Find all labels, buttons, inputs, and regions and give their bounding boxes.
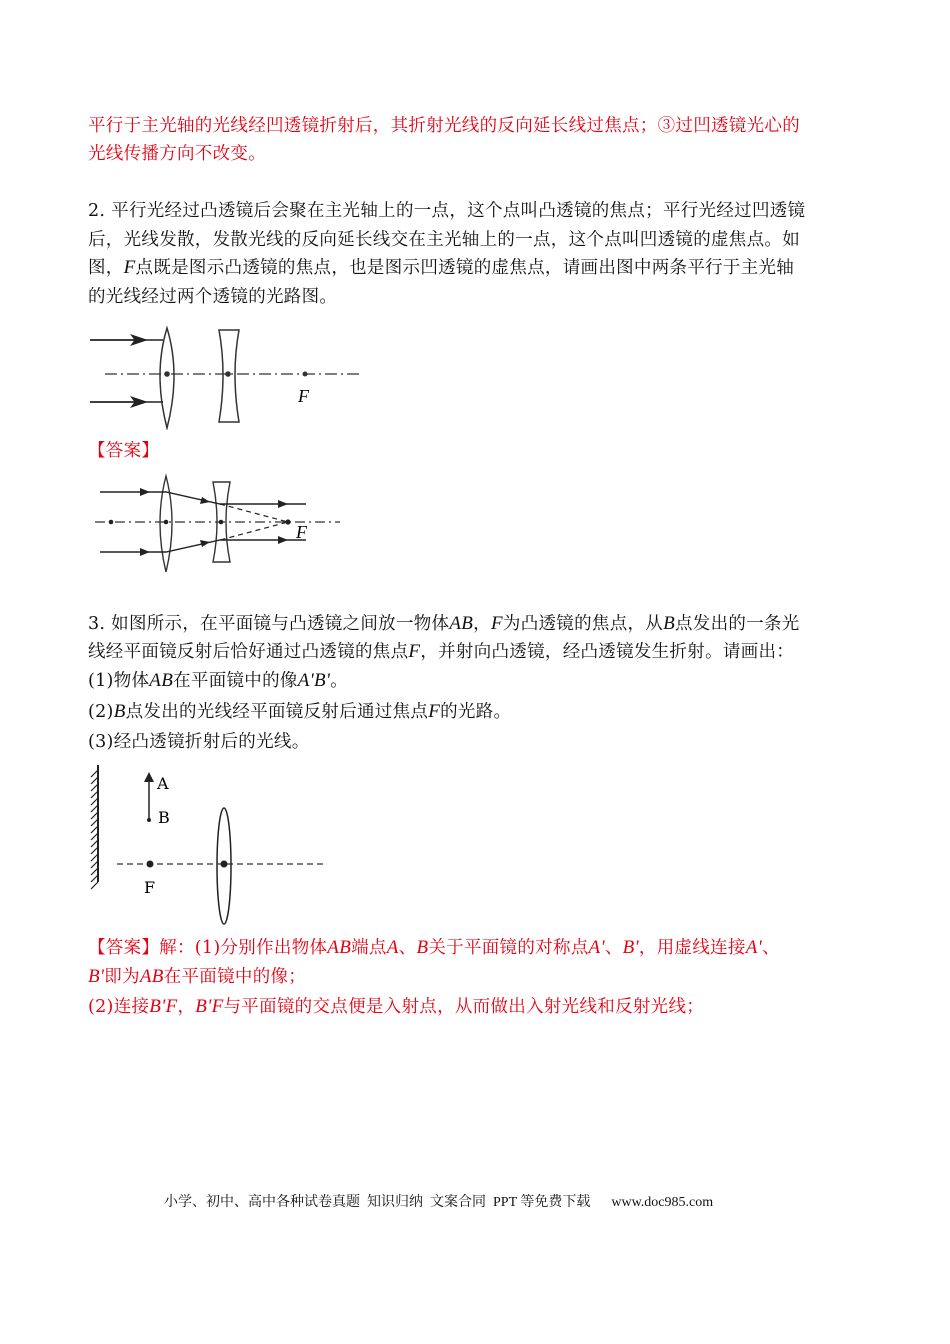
text-segment: (2)	[88, 702, 114, 722]
math-symbol: B'F	[149, 996, 178, 1017]
math-symbol: A'	[745, 937, 763, 958]
hatch-line	[91, 791, 98, 798]
math-symbol: B	[113, 701, 126, 722]
text-segment: 。	[330, 671, 349, 691]
hatch-line	[91, 798, 98, 805]
text-segment: 、	[398, 938, 417, 958]
hatch-line	[91, 812, 98, 819]
point-b	[147, 818, 151, 822]
math-symbol: B'F	[195, 996, 224, 1017]
text-segment: 端点	[351, 938, 387, 958]
text-segment: 的光路。	[440, 702, 512, 722]
lens-diagram-answer	[90, 472, 350, 576]
math-symbol: AB	[327, 937, 352, 958]
convex-lens	[160, 328, 174, 428]
hatch-line	[91, 819, 98, 826]
text-line	[88, 229, 800, 251]
label-f: F	[144, 878, 156, 897]
label-b: B	[158, 808, 170, 827]
text-segment: 2. 平行光经过凸透镜后会聚在主光轴上的一点，这个点叫凸透镜的焦点；平行光经过凹透镜	[88, 201, 806, 221]
focus-point	[285, 519, 290, 524]
hatch-line	[91, 777, 98, 784]
hatch-line	[91, 882, 98, 889]
math-symbol: B'	[622, 937, 639, 958]
math-symbol: F	[408, 641, 421, 662]
mirror-hatching	[91, 770, 98, 889]
text-line	[88, 996, 704, 1018]
math-symbol: A'	[588, 937, 605, 958]
text-line	[88, 200, 805, 222]
text-segment: 在平面镜中的像；	[163, 967, 307, 987]
text-segment: ，用虚线连接	[638, 938, 746, 958]
text-line	[88, 731, 310, 753]
text-line	[88, 701, 511, 723]
text-line	[88, 641, 794, 663]
text-line	[88, 257, 794, 279]
math-symbol: B'	[88, 966, 105, 987]
text-segment: 的光线经过两个透镜的光路图。	[88, 287, 338, 307]
arrow-head	[144, 772, 154, 782]
optical-center	[164, 371, 170, 377]
text-segment: 即为	[104, 967, 140, 987]
text-segment: 点发出的光线经平面镜反射后通过焦点	[125, 702, 429, 722]
hatch-line	[91, 826, 98, 833]
optical-center	[221, 861, 228, 868]
hatch-line	[91, 833, 98, 840]
math-symbol: B	[416, 937, 429, 958]
mirror-lens-diagram	[85, 762, 335, 928]
text-segment: 点既是图示凸透镜的焦点，也是图示凹透镜的虚焦点，请画出图中两条平行于主光轴	[135, 258, 795, 278]
hatch-line	[91, 840, 98, 847]
focus-left	[109, 520, 114, 525]
text-line	[88, 966, 306, 988]
math-symbol: B	[663, 613, 675, 634]
text-segment: 关于平面镜的对称点	[428, 938, 589, 958]
text-segment: 线经平面镜反射后恰好通过凸透镜的焦点	[88, 642, 409, 662]
math-symbol: F	[490, 613, 503, 634]
optical-center	[225, 371, 231, 377]
label-a: A	[157, 774, 169, 793]
focus-label: F	[296, 522, 307, 542]
optical-center	[219, 520, 224, 525]
text-line	[88, 613, 800, 635]
text-segment: 在平面镜中的像	[173, 671, 298, 691]
text-segment: 3. 如图所示，在平面镜与凸透镜之间放一物体	[88, 614, 450, 634]
focus-label: F	[298, 386, 309, 406]
text-segment: 点发出的一条光	[675, 614, 800, 634]
math-symbol: AB	[139, 966, 164, 987]
text-segment: 与平面镜的交点便是入射点，从而做出入射光线和反射光线；	[223, 997, 705, 1017]
math-symbol: AB	[449, 613, 474, 634]
text-segment: 光线传播方向不改变。	[88, 144, 266, 164]
text-segment: ，	[473, 614, 491, 634]
hatch-line	[91, 847, 98, 854]
text-segment: 为凸透镜的焦点，从	[502, 614, 664, 634]
text-segment: ，	[177, 997, 196, 1017]
text-segment: ，并射向凸透镜，经凸透镜发生折射。请画出：	[420, 642, 795, 662]
math-symbol: F	[123, 257, 136, 278]
hatch-line	[91, 805, 98, 812]
text-segment: (2)连接	[88, 997, 150, 1017]
text-line	[88, 286, 337, 308]
math-symbol: F	[428, 701, 441, 722]
text-segment: 【答案】	[88, 441, 160, 461]
focus-point	[147, 861, 154, 868]
text-segment: (1)物体	[88, 671, 150, 691]
text-segment: 后，光线发散，发散光线的反向延长线交在主光轴上的一点，这个点叫凹透镜的虚焦点。如	[88, 230, 800, 250]
math-symbol: A	[386, 937, 399, 958]
hatch-line	[91, 868, 98, 875]
math-symbol: A'B'	[297, 670, 331, 691]
text-segment: 【答案】解：(1)分别作出物体	[88, 938, 328, 958]
text-line	[88, 440, 159, 462]
text-segment: 、	[604, 938, 623, 958]
text-segment: 图，	[88, 258, 124, 278]
text-segment: (3)经凸透镜折射后的光线。	[88, 732, 310, 752]
lens-diagram-question	[85, 320, 375, 430]
hatch-line	[91, 770, 98, 777]
footer-text: 小学、初中、高中各种试卷真题 知识归纳 文案合同 PPT 等免费下载 www.doc985.com	[164, 1195, 714, 1210]
text-line	[88, 937, 780, 959]
hatch-line	[91, 861, 98, 868]
math-symbol: AB	[149, 670, 174, 691]
text-line	[88, 670, 348, 692]
hatch-line	[91, 784, 98, 791]
optical-center	[164, 520, 169, 525]
text-line	[88, 115, 800, 137]
text-segment: 平行于主光轴的光线经凹透镜折射后，其折射光线的反向延长线过焦点；③过凹透镜光心的	[88, 116, 800, 136]
focus-point	[303, 372, 308, 377]
text-segment: 、	[762, 938, 780, 958]
text-line	[88, 143, 266, 165]
hatch-line	[91, 875, 98, 882]
hatch-line	[91, 854, 98, 861]
